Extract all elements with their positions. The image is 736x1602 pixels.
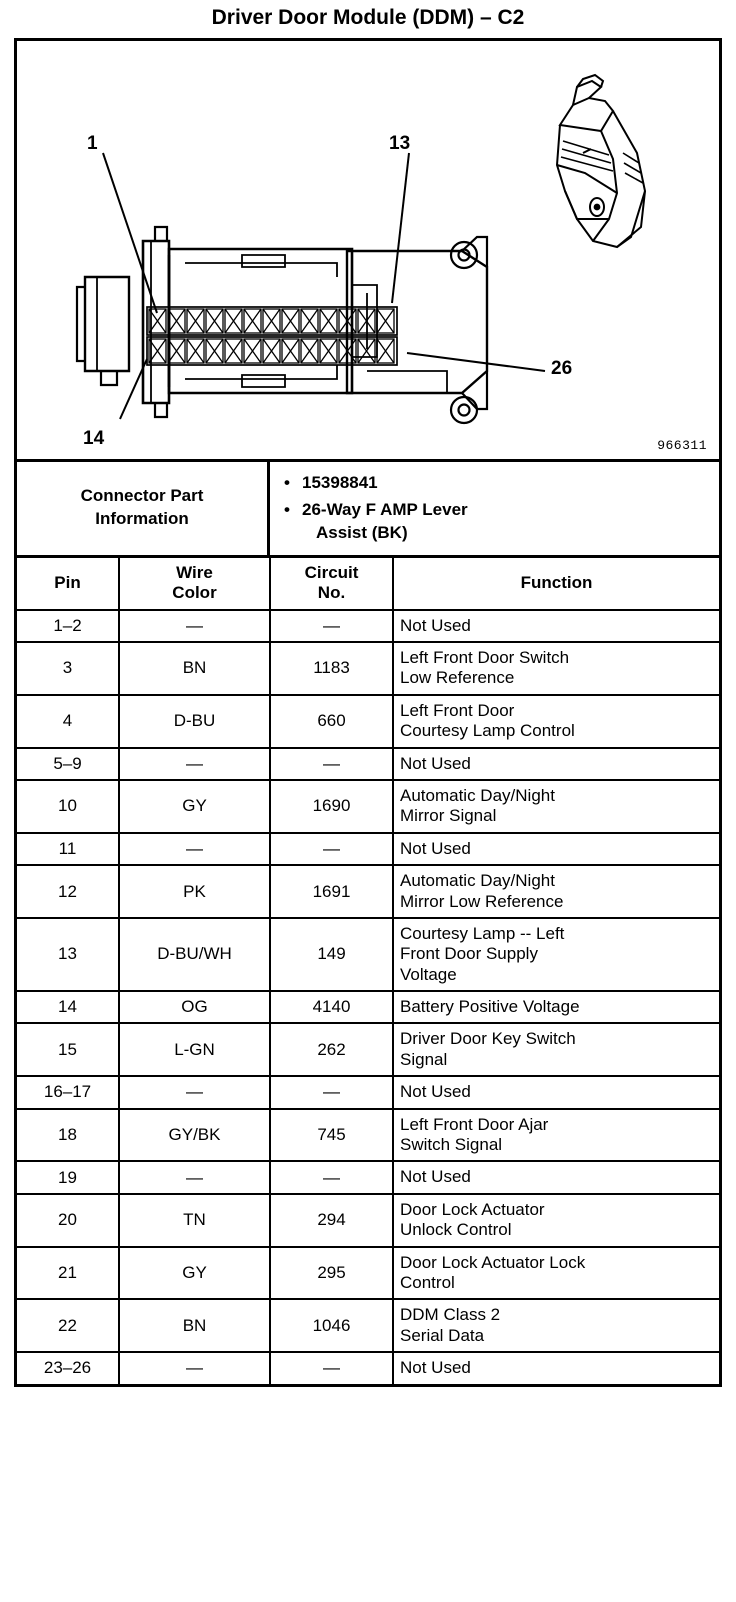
cell-circuit: 1690 bbox=[270, 780, 393, 833]
cell-function-line2: Mirror Signal bbox=[400, 806, 497, 826]
cell-function-line2: Control bbox=[400, 1272, 455, 1292]
cpi-bullet-part-number bbox=[284, 472, 709, 495]
cpi-description-line2: Assist (BK) bbox=[316, 522, 408, 542]
cell-function-line2: Front Door Supply bbox=[400, 944, 538, 964]
cell-function-line1: Not Used bbox=[400, 615, 471, 635]
cell-function-line1: Left Front Door bbox=[400, 700, 515, 720]
callout-14: 14 bbox=[83, 428, 105, 449]
connector-illustration bbox=[17, 41, 717, 459]
cell-function-line1: Automatic Day/Night bbox=[400, 785, 555, 805]
cell-wire: GY bbox=[119, 780, 270, 833]
cell-function bbox=[393, 991, 719, 1023]
cell-wire: — bbox=[119, 1161, 270, 1193]
column-header-circuit-line2: No. bbox=[317, 583, 346, 603]
table-row bbox=[17, 642, 719, 695]
pin-table-body bbox=[17, 610, 719, 1384]
table-row bbox=[17, 1352, 719, 1383]
cell-function-line1: Door Lock Actuator bbox=[400, 1199, 545, 1219]
table-row bbox=[17, 991, 719, 1023]
table-row bbox=[17, 1299, 719, 1352]
cell-circuit: 1691 bbox=[270, 865, 393, 918]
cell-function-line3: Voltage bbox=[400, 964, 457, 984]
cell-function bbox=[393, 1023, 719, 1076]
cell-function bbox=[393, 1076, 719, 1108]
cell-wire: — bbox=[119, 1076, 270, 1108]
cell-function-line2: Serial Data bbox=[400, 1325, 485, 1345]
cell-circuit: 4140 bbox=[270, 991, 393, 1023]
cell-function-line2: Unlock Control bbox=[400, 1220, 512, 1240]
cell-circuit: — bbox=[270, 1076, 393, 1108]
cell-pin: 21 bbox=[17, 1247, 119, 1300]
cell-circuit: 294 bbox=[270, 1194, 393, 1247]
cell-circuit: — bbox=[270, 833, 393, 865]
column-header-wire-color-line1: Wire bbox=[176, 562, 213, 582]
cell-circuit: — bbox=[270, 610, 393, 642]
column-header-wire-color bbox=[119, 558, 270, 610]
table-row bbox=[17, 865, 719, 918]
cell-circuit: 1183 bbox=[270, 642, 393, 695]
cell-circuit: 745 bbox=[270, 1109, 393, 1162]
cell-function-line2: Signal bbox=[400, 1049, 448, 1069]
cell-wire: GY bbox=[119, 1247, 270, 1300]
cell-circuit: 295 bbox=[270, 1247, 393, 1300]
cell-function bbox=[393, 610, 719, 642]
table-header-row bbox=[17, 558, 719, 610]
cell-function bbox=[393, 918, 719, 991]
cell-pin: 14 bbox=[17, 991, 119, 1023]
callout-26: 26 bbox=[551, 358, 573, 379]
callout-1: 1 bbox=[87, 133, 98, 154]
cell-function-line1: Left Front Door Switch bbox=[400, 647, 570, 667]
table-row bbox=[17, 695, 719, 748]
table-row bbox=[17, 1194, 719, 1247]
cell-function-line1: Not Used bbox=[400, 1358, 471, 1378]
connector-part-information bbox=[17, 462, 719, 558]
cell-circuit: 660 bbox=[270, 695, 393, 748]
cpi-part-number: 15398841 bbox=[302, 473, 378, 492]
cell-pin: 22 bbox=[17, 1299, 119, 1352]
cell-function bbox=[393, 1352, 719, 1383]
cell-function bbox=[393, 1161, 719, 1193]
table-row bbox=[17, 1109, 719, 1162]
table-row bbox=[17, 1161, 719, 1193]
cell-function-line1: Battery Positive Voltage bbox=[400, 997, 580, 1017]
cpi-label-line2: Information bbox=[95, 509, 189, 529]
cell-function-line1: Courtesy Lamp -- Left bbox=[400, 923, 565, 943]
cpi-bullet-description bbox=[284, 499, 709, 545]
cell-wire: — bbox=[119, 833, 270, 865]
cell-function-line1: Not Used bbox=[400, 1167, 471, 1187]
cell-pin: 13 bbox=[17, 918, 119, 991]
cell-circuit: — bbox=[270, 748, 393, 780]
cell-function bbox=[393, 748, 719, 780]
cell-circuit: 149 bbox=[270, 918, 393, 991]
cell-function-line1: DDM Class 2 bbox=[400, 1305, 501, 1325]
connector-figure bbox=[17, 41, 719, 462]
cell-wire: PK bbox=[119, 865, 270, 918]
cell-wire: BN bbox=[119, 1299, 270, 1352]
cell-pin: 10 bbox=[17, 780, 119, 833]
column-header-wire-color-line2: Color bbox=[172, 583, 217, 603]
cell-circuit: — bbox=[270, 1161, 393, 1193]
cell-wire: BN bbox=[119, 642, 270, 695]
cell-function-line1: Not Used bbox=[400, 753, 471, 773]
cell-pin: 18 bbox=[17, 1109, 119, 1162]
cell-wire: — bbox=[119, 748, 270, 780]
cell-function-line2: Low Reference bbox=[400, 668, 515, 688]
cell-function-line2: Switch Signal bbox=[400, 1135, 503, 1155]
cell-pin: 20 bbox=[17, 1194, 119, 1247]
cell-pin: 1–2 bbox=[17, 610, 119, 642]
bullet-icon: • bbox=[284, 499, 290, 519]
cell-wire: L-GN bbox=[119, 1023, 270, 1076]
column-header-function: Function bbox=[393, 558, 719, 610]
cell-function-line1: Left Front Door Ajar bbox=[400, 1114, 549, 1134]
cell-function bbox=[393, 642, 719, 695]
table-row bbox=[17, 833, 719, 865]
cell-wire: — bbox=[119, 1352, 270, 1383]
figure-id: 966311 bbox=[657, 438, 707, 453]
cell-wire: GY/BK bbox=[119, 1109, 270, 1162]
cell-wire: TN bbox=[119, 1194, 270, 1247]
cell-function bbox=[393, 695, 719, 748]
table-row bbox=[17, 748, 719, 780]
table-row bbox=[17, 1023, 719, 1076]
cell-function bbox=[393, 780, 719, 833]
cell-circuit: 1046 bbox=[270, 1299, 393, 1352]
cell-function-line2: Courtesy Lamp Control bbox=[400, 721, 575, 741]
cell-wire: D-BU bbox=[119, 695, 270, 748]
cell-function-line2: Mirror Low Reference bbox=[400, 891, 564, 911]
cell-function bbox=[393, 1194, 719, 1247]
bullet-icon: • bbox=[284, 473, 290, 492]
callout-13: 13 bbox=[389, 133, 411, 154]
table-row bbox=[17, 918, 719, 991]
cell-pin: 23–26 bbox=[17, 1352, 119, 1383]
connector-part-information-values bbox=[270, 462, 719, 555]
connector-part-information-label bbox=[17, 462, 270, 555]
cpi-description-line1: 26-Way F AMP Lever bbox=[302, 499, 468, 519]
cell-wire: OG bbox=[119, 991, 270, 1023]
cell-function-line1: Driver Door Key Switch bbox=[400, 1029, 576, 1049]
page-title: Driver Door Module (DDM) – C2 bbox=[211, 6, 525, 29]
cell-wire: D-BU/WH bbox=[119, 918, 270, 991]
cell-function bbox=[393, 1247, 719, 1300]
cell-function-line1: Not Used bbox=[400, 1082, 471, 1102]
cell-function bbox=[393, 1299, 719, 1352]
table-row bbox=[17, 780, 719, 833]
cell-function-line1: Not Used bbox=[400, 838, 471, 858]
cell-function-line1: Automatic Day/Night bbox=[400, 871, 555, 891]
table-row bbox=[17, 610, 719, 642]
cell-pin: 11 bbox=[17, 833, 119, 865]
cell-pin: 12 bbox=[17, 865, 119, 918]
cell-pin: 3 bbox=[17, 642, 119, 695]
column-header-circuit-line1: Circuit bbox=[304, 562, 359, 582]
table-row bbox=[17, 1247, 719, 1300]
diagram-table-frame bbox=[14, 38, 722, 1387]
table-row bbox=[17, 1076, 719, 1108]
cell-circuit: 262 bbox=[270, 1023, 393, 1076]
pin-table bbox=[17, 558, 719, 1384]
column-header-pin: Pin bbox=[17, 558, 119, 610]
column-header-circuit-no bbox=[270, 558, 393, 610]
cell-pin: 4 bbox=[17, 695, 119, 748]
cell-function bbox=[393, 865, 719, 918]
cpi-description bbox=[302, 499, 709, 545]
cell-pin: 15 bbox=[17, 1023, 119, 1076]
cell-pin: 19 bbox=[17, 1161, 119, 1193]
cell-function bbox=[393, 833, 719, 865]
cell-pin: 16–17 bbox=[17, 1076, 119, 1108]
cell-wire: — bbox=[119, 610, 270, 642]
cell-function-line1: Door Lock Actuator Lock bbox=[400, 1252, 586, 1272]
cpi-label-line1: Connector Part bbox=[80, 486, 204, 506]
cell-function bbox=[393, 1109, 719, 1162]
cell-pin: 5–9 bbox=[17, 748, 119, 780]
cell-circuit: — bbox=[270, 1352, 393, 1383]
